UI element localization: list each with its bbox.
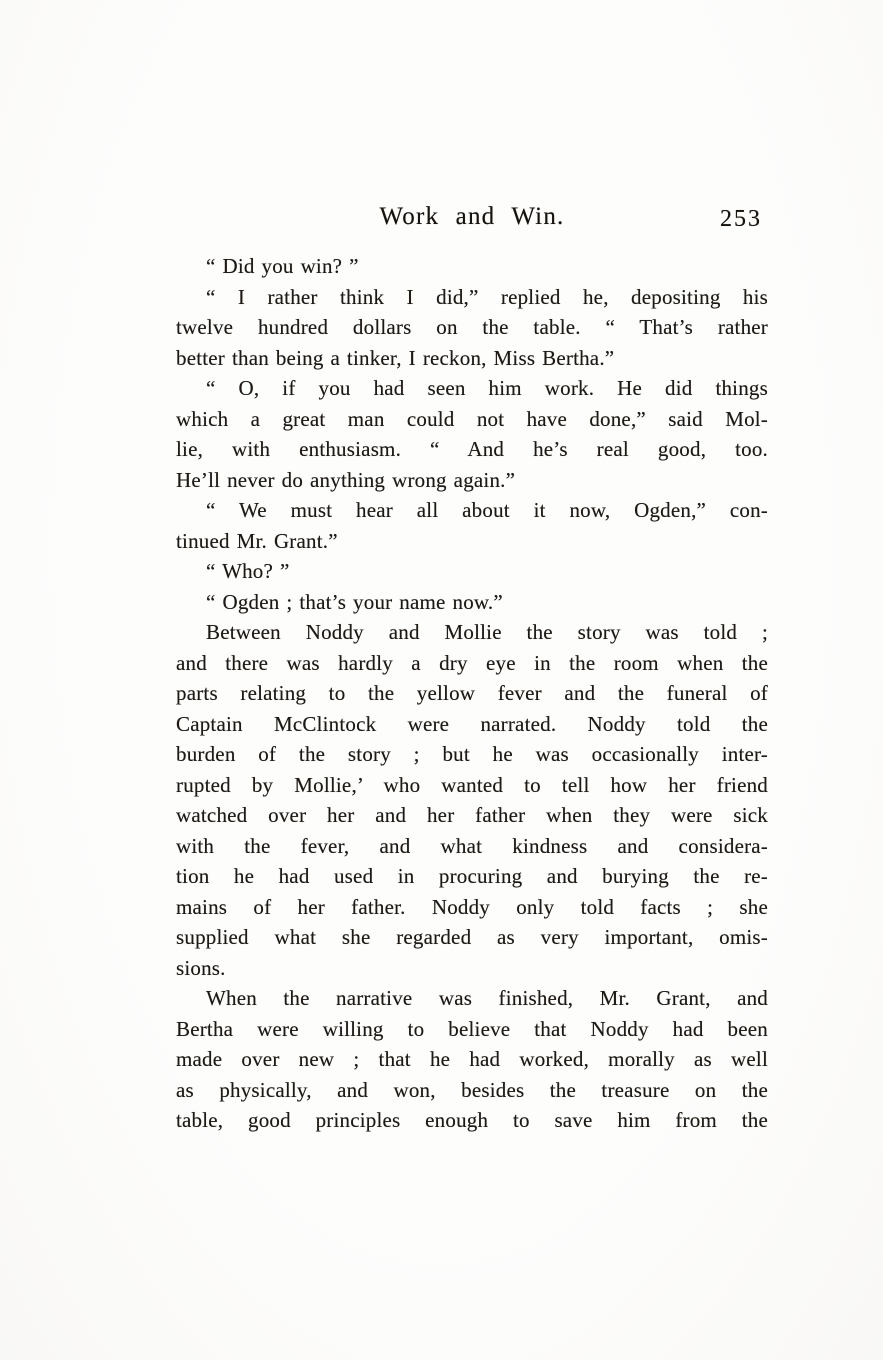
text-line: sions. [176, 955, 226, 980]
paragraph [176, 373, 768, 495]
paragraph [176, 556, 768, 587]
text-line: He’ll never do anything wrong again.” [176, 467, 516, 492]
text-line: parts relating to the yellow fever and the funeral of [176, 681, 768, 705]
text-line: as physically, and won, besides the treasure on the [176, 1077, 768, 1102]
paragraph [176, 587, 768, 618]
text-line: “ Who? ” [206, 559, 290, 583]
page-body [176, 251, 768, 1136]
text-line: When the narrative was finished, Mr. Grant, and [206, 986, 768, 1010]
paragraph [176, 617, 768, 983]
text-line: better than being a tinker, I reckon, Miss Bertha.” [176, 345, 615, 370]
text-line: twelve hundred dollars on the table. “ That’s rather [176, 315, 768, 339]
text-line: and there was hardly a dry eye in the room when the [176, 650, 768, 675]
paragraph [176, 282, 768, 374]
text-line: “ O, if you had seen him work. He did things [206, 376, 768, 400]
text-line: “ Did you win? ” [206, 254, 359, 278]
text-line: Between Noddy and Mollie the story was told ; [206, 620, 768, 644]
text-line: which a great man could not have done,” said Mol- [176, 406, 768, 431]
paragraph [176, 983, 768, 1136]
text-line: table, good principles enough to save him from the [176, 1108, 768, 1132]
text-line: mains of her father. Noddy only told facts ; she [176, 894, 768, 919]
text-line: made over new ; that he had worked, morally as well [176, 1047, 768, 1071]
text-line: tion he had used in procuring and burying the re- [176, 864, 768, 888]
page-title: Work and Win. [379, 203, 565, 230]
text-line: rupted by Mollie,’ who wanted to tell how her friend [176, 772, 768, 797]
text-line: Captain McClintock were narrated. Noddy told the [176, 711, 768, 736]
text-line: tinued Mr. Grant.” [176, 528, 338, 553]
text-line: supplied what she regarded as very important, omis- [176, 925, 768, 949]
text-line: lie, with enthusiasm. “ And he’s real good, too. [176, 437, 768, 461]
text-line: Bertha were willing to believe that Noddy had been [176, 1016, 768, 1041]
text-line: “ We must hear all about it now, Ogden,” con- [206, 498, 768, 522]
text-line: watched over her and her father when they were sick [176, 803, 768, 827]
text-line: with the fever, and what kindness and considera- [176, 833, 768, 858]
paragraph [176, 495, 768, 556]
running-head [176, 203, 768, 239]
text-line: “ I rather think I did,” replied he, depositing his [206, 284, 768, 309]
page-number: 253 [720, 206, 762, 232]
text-line: “ Ogden ; that’s your name now.” [206, 589, 503, 614]
text-line: burden of the story ; but he was occasionally inter- [176, 742, 768, 766]
paragraph [176, 251, 768, 282]
